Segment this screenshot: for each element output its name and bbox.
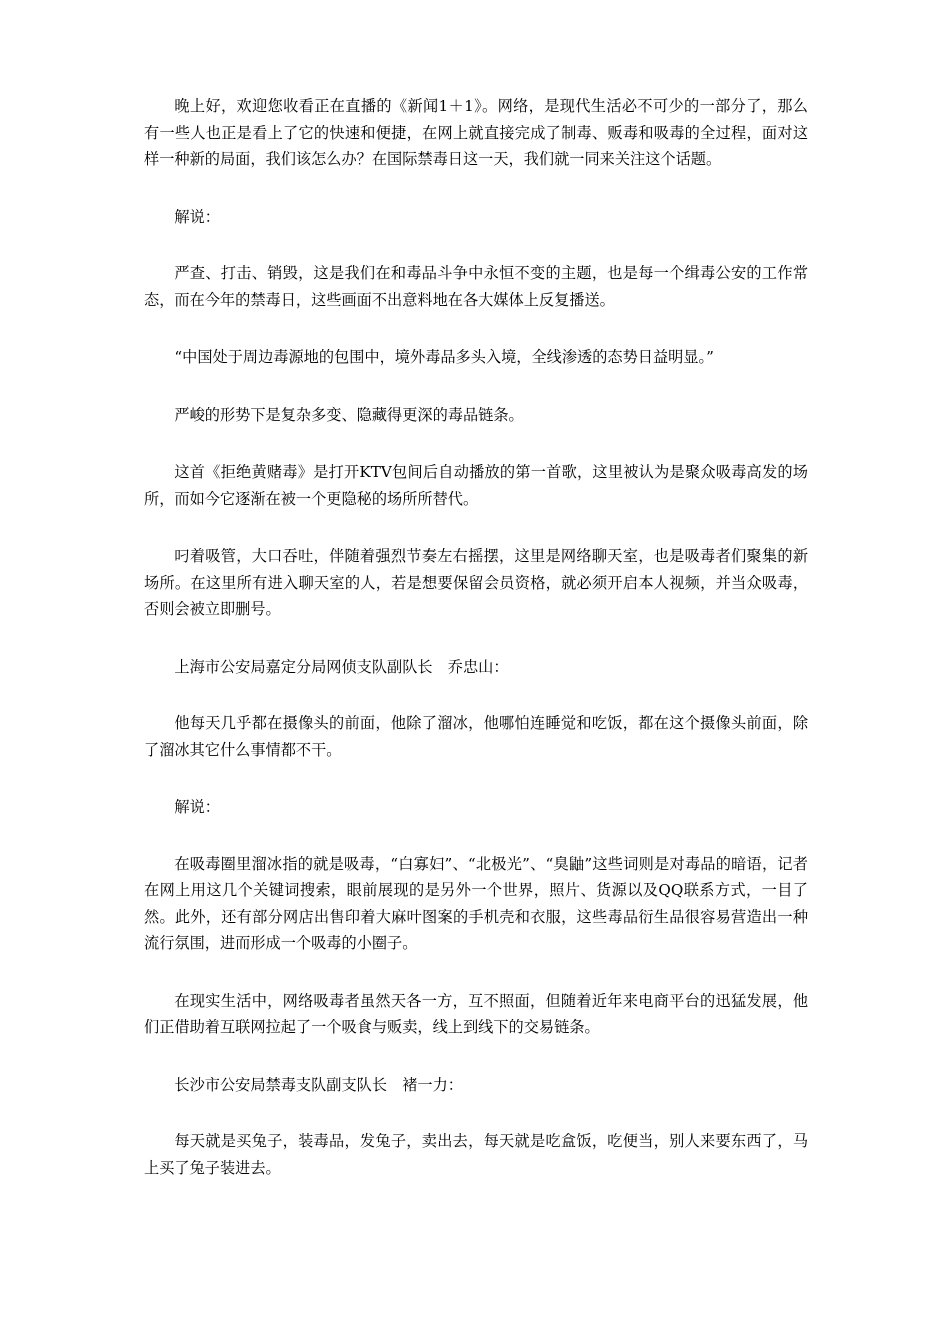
paragraph-quote: “中国处于周边毒源地的包围中，境外毒品多头入境，全线渗透的态势日益明显。” — [174, 348, 714, 366]
paragraph-ecommerce: 在现实生活中，网络吸毒者虽然天各一方，互不照面，但随着近年来电商平台的迅猛发展，他们正借助着互联网拉起了一个吸食与贩卖，线上到线下的交易链条。 — [144, 991, 808, 1036]
paragraph-narration-label: 解说： — [174, 207, 220, 226]
document-body — [144, 93, 808, 1212]
paragraph-chu-statement: 每天就是买兔子，装毒品，发兔子，卖出去，每天就是吃盒饭，吃便当，别人来要东西了，马上买了兔子装进去。 — [144, 1132, 808, 1177]
paragraph-qiao-statement: 他每天几乎都在摄像头的前面，他除了溜冰，他哪怕连睡觉和吃饭，都在这个摄像头前面，除了溜冰其它什么事情都不干。 — [144, 714, 808, 759]
paragraph-speaker-qiao: 上海市公安局嘉定分局网侦支队副队长 乔忠山： — [174, 657, 509, 676]
paragraph-speaker-chu: 长沙市公安局禁毒支队副支队长 褚一力： — [174, 1075, 463, 1094]
paragraph-crackdown: 严查、打击、销毁，这是我们在和毒品斗争中永恒不变的主题，也是每一个缉毒公安的工作常态，而在今年的禁毒日，这些画面不出意料地在各大媒体上反复播送。 — [144, 264, 808, 309]
paragraph-chatroom: 叼着吸管，大口吞吐，伴随着强烈节奏左右摇摆，这里是网络聊天室，也是吸毒者们聚集的新场所。在这里所有进入聊天室的人，若是想要保留会员资格，就必须开启本人视频，并当众吸毒，否则会被立即删号。 — [144, 547, 808, 618]
paragraph-narration-label-2: 解说： — [174, 798, 220, 816]
paragraph-intro: 晚上好，欢迎您收看正在直播的《新闻1＋1》。网络，是现代生活必不可少的一部分了，那么有一些人也正是看上了它的快速和便捷，在网上就直接完成了制毒、贩毒和吸毒的全过程，面对这样一种新的局面，我们该怎么办？在国际禁毒日这一天，我们就一同来关注这个话题。 — [144, 97, 808, 168]
paragraph-slang: 在吸毒圈里溜冰指的就是吸毒，“白寡妇”、“北极光”、“臭鼬”这些词则是对毒品的暗语，记者在网上用这几个关键词搜索，眼前展现的是另外一个世界，照片、货源以及QQ联系方式，一目了然。此外，还有部分网店出售印着大麻叶图案的手机壳和衣服，这些毒品衍生品很容易营造出一种流行氛围，进而形成一个吸毒的小圈子。 — [144, 854, 808, 952]
paragraph-ktv: 这首《拒绝黄赌毒》是打开KTV包间后自动播放的第一首歌，这里被认为是聚众吸毒高发的场所，而如今它逐渐在被一个更隐秘的场所所替代。 — [144, 463, 808, 508]
paragraph-situation: 严峻的形势下是复杂多变、隐藏得更深的毒品链条。 — [174, 405, 524, 424]
